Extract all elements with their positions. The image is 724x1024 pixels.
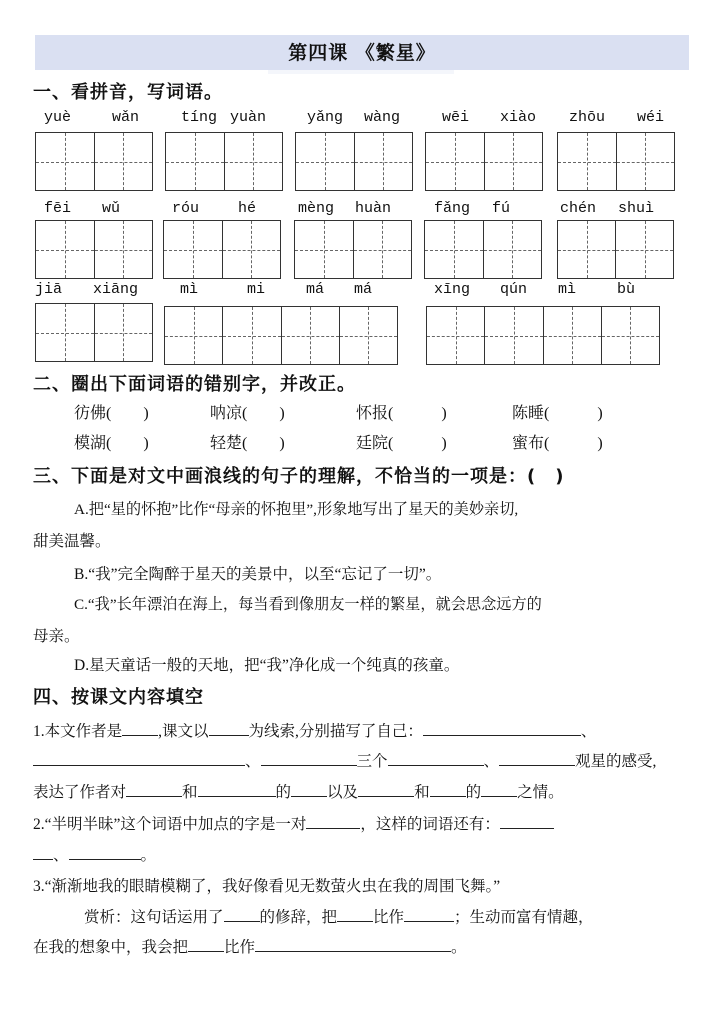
writing-grid[interactable] <box>35 132 153 191</box>
pinyin: fēi <box>44 200 72 217</box>
word-item: 陈睡( ) <box>512 405 603 422</box>
pinyin: wǔ <box>102 200 121 217</box>
pinyin: huàn <box>355 200 392 217</box>
word-item: 廷院( ) <box>356 435 447 452</box>
title-underline <box>268 70 454 74</box>
blank[interactable] <box>337 907 373 922</box>
writing-grid[interactable] <box>295 132 413 191</box>
option-c: C.“我”长年漂泊在海上，每当看到像朋友一样的繁星，就会思念远方的 <box>74 596 542 613</box>
blank[interactable] <box>33 751 245 766</box>
pinyin: jiā <box>35 281 63 298</box>
writing-grid[interactable] <box>426 306 660 365</box>
word-item: 怀报( ) <box>356 405 447 422</box>
blank[interactable] <box>33 845 53 860</box>
pinyin: xiào <box>500 109 537 126</box>
pinyin: chén <box>560 200 597 217</box>
q3-line1: 赏析：这句话运用了 的修辞，把 比作 ；生动而富有情趣， <box>84 909 594 926</box>
pinyin: yuàn <box>230 109 267 126</box>
blank[interactable] <box>261 751 357 766</box>
writing-grid[interactable] <box>557 220 674 279</box>
blank[interactable] <box>423 721 581 736</box>
pinyin: hé <box>238 200 257 217</box>
word-item: 彷佛( ) <box>74 405 149 422</box>
pinyin: wēi <box>442 109 470 126</box>
section4-heading: 四、按课文内容填空 <box>33 687 204 708</box>
section3-heading: 三、下面是对文中画浪线的句子的理解，不恰当的一项是：( ) <box>33 466 565 487</box>
pinyin: mèng <box>298 200 335 217</box>
section2-heading: 二、圈出下面词语的错别字，并改正。 <box>33 374 356 395</box>
writing-grid[interactable] <box>557 132 675 191</box>
pinyin: tíng <box>181 109 218 126</box>
q1-line1: 1.本文作者是 ,课文以 为线索,分别描写了自己： 、 <box>33 723 597 740</box>
writing-grid[interactable] <box>294 220 412 279</box>
option-b: B.“我”完全陶醉于星天的美景中，以至“忘记了一切”。 <box>74 566 442 583</box>
pinyin: yǎng <box>307 109 344 126</box>
option-d: D.星天童话一般的天地，把“我”净化成一个纯真的孩童。 <box>74 657 460 674</box>
blank[interactable] <box>291 782 327 797</box>
writing-grid[interactable] <box>425 132 543 191</box>
blank[interactable] <box>358 782 414 797</box>
pinyin: shuì <box>618 200 655 217</box>
pinyin: bù <box>617 281 636 298</box>
pinyin: wàng <box>364 109 401 126</box>
writing-grid[interactable] <box>35 303 153 362</box>
blank[interactable] <box>209 721 249 736</box>
writing-grid[interactable] <box>163 220 281 279</box>
word-item: 轻楚( ) <box>210 435 285 452</box>
pinyin: mì <box>558 281 577 298</box>
writing-grid[interactable] <box>35 220 153 279</box>
blank[interactable] <box>126 782 182 797</box>
pinyin: xīng <box>434 281 471 298</box>
writing-grid[interactable] <box>165 132 283 191</box>
pinyin: má <box>306 281 325 298</box>
blank[interactable] <box>388 751 484 766</box>
q3-line2: 在我的想象中，我会把 比作 。 <box>33 939 467 956</box>
q1-line3: 表达了作者对 和 的 以及 和 的 之情。 <box>33 784 564 801</box>
q2-line2: 、 。 <box>33 843 156 865</box>
writing-grid[interactable] <box>164 306 398 365</box>
section1-heading: 一、看拼音，写词语。 <box>33 82 223 103</box>
option-a-cont: 甜美温馨。 <box>33 533 111 550</box>
pinyin: fú <box>492 200 511 217</box>
blank[interactable] <box>306 814 360 829</box>
pinyin: wǎn <box>112 109 140 126</box>
blank[interactable] <box>69 845 141 860</box>
blank[interactable] <box>481 782 517 797</box>
pinyin: má <box>354 281 373 298</box>
pinyin: fǎng <box>434 200 471 217</box>
word-item: 呐凉( ) <box>210 405 285 422</box>
blank[interactable] <box>198 782 276 797</box>
blank[interactable] <box>404 907 454 922</box>
blank[interactable] <box>122 721 158 736</box>
pinyin: yuè <box>44 109 72 126</box>
page-title: 第四课 《繁星》 <box>288 42 436 64</box>
blank[interactable] <box>255 937 451 952</box>
q2-line1: 2.“半明半昧”这个词语中加点的字是一对 ，这样的词语还有： <box>33 812 554 834</box>
pinyin: wéi <box>637 109 665 126</box>
blank[interactable] <box>430 782 466 797</box>
q1-line2: 、 三个 、 观星的感受, <box>33 749 656 771</box>
blank[interactable] <box>224 907 260 922</box>
pinyin: xiāng <box>93 281 139 298</box>
pinyin: zhōu <box>569 109 606 126</box>
q3-quote: 3.“渐渐地我的眼睛模糊了，我好像看见无数萤火虫在我的周围飞舞。” <box>33 878 501 895</box>
option-c-cont: 母亲。 <box>33 628 80 645</box>
pinyin: róu <box>172 200 200 217</box>
blank[interactable] <box>500 814 554 829</box>
option-a: A.把“星的怀抱”比作“母亲的怀抱里”,形象地写出了星天的美妙亲切, <box>74 501 519 518</box>
pinyin: qún <box>500 281 528 298</box>
pinyin: mì <box>180 281 199 298</box>
word-item: 蜜布( ) <box>512 435 603 452</box>
blank[interactable] <box>188 937 224 952</box>
pinyin: mi <box>247 281 266 298</box>
blank[interactable] <box>499 751 575 766</box>
writing-grid[interactable] <box>424 220 542 279</box>
word-item: 模湖( ) <box>74 435 149 452</box>
